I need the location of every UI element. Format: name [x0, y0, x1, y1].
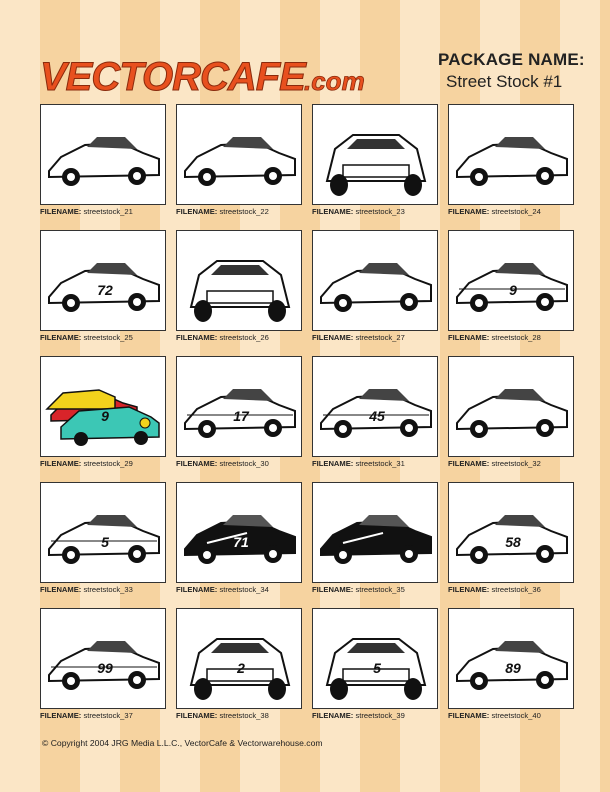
- filename-value: streetstock_23: [355, 207, 405, 216]
- car-number: 71: [233, 534, 249, 550]
- car-thumbnail[interactable]: [448, 104, 574, 205]
- race-car-illustration: [177, 483, 301, 582]
- thumbnail-cell: [40, 104, 166, 216]
- package-name-label: PACKAGE NAME:: [438, 50, 585, 69]
- car-thumbnail[interactable]: [312, 608, 438, 709]
- thumbnail-cell: [176, 230, 302, 342]
- car-thumbnail[interactable]: [176, 482, 302, 583]
- filename-caption: [176, 585, 302, 594]
- race-car-illustration: [41, 609, 165, 708]
- car-thumbnail[interactable]: [448, 230, 574, 331]
- filename-caption: [40, 333, 166, 342]
- car-thumbnail[interactable]: [176, 356, 302, 457]
- filename-value: streetstock_28: [491, 333, 541, 342]
- filename-value: streetstock_37: [83, 711, 133, 720]
- race-car-illustration: [41, 105, 165, 204]
- filename-caption: [176, 711, 302, 720]
- thumbnail-cell: [448, 482, 574, 594]
- thumbnail-cell: [40, 482, 166, 594]
- car-number: 45: [369, 408, 385, 424]
- filename-caption: [312, 585, 438, 594]
- race-car-illustration: [449, 231, 573, 330]
- filename-label: FILENAME:: [312, 333, 354, 342]
- filename-label: FILENAME:: [40, 585, 82, 594]
- thumbnail-cell: [448, 356, 574, 468]
- filename-label: FILENAME:: [176, 711, 218, 720]
- filename-caption: [176, 459, 302, 468]
- filename-value: streetstock_31: [355, 459, 405, 468]
- filename-value: streetstock_32: [491, 459, 541, 468]
- filename-value: streetstock_30: [219, 459, 269, 468]
- car-thumbnail[interactable]: [176, 608, 302, 709]
- car-number: 2: [237, 660, 245, 676]
- filename-value: streetstock_33: [83, 585, 133, 594]
- race-car-illustration: [177, 105, 301, 204]
- car-thumbnail[interactable]: [176, 230, 302, 331]
- svg-text:VECTORCAFE: VECTORCAFE: [40, 55, 305, 99]
- race-car-illustration: [313, 483, 437, 582]
- car-thumbnail[interactable]: [40, 608, 166, 709]
- car-number: 89: [505, 660, 521, 676]
- car-thumbnail[interactable]: [312, 356, 438, 457]
- filename-value: streetstock_35: [355, 585, 405, 594]
- car-thumbnail[interactable]: [448, 482, 574, 583]
- car-number: 99: [97, 660, 113, 676]
- svg-text:.com: .com: [304, 66, 365, 96]
- race-car-illustration: [177, 231, 301, 330]
- filename-label: FILENAME:: [312, 459, 354, 468]
- filename-value: streetstock_39: [355, 711, 405, 720]
- filename-label: FILENAME:: [448, 585, 490, 594]
- filename-value: streetstock_38: [219, 711, 269, 720]
- race-car-illustration: [449, 357, 573, 456]
- thumbnail-cell: [312, 482, 438, 594]
- thumbnail-cell: [312, 230, 438, 342]
- race-car-illustration: [41, 357, 165, 456]
- race-car-illustration: [449, 609, 573, 708]
- car-thumbnail[interactable]: [176, 104, 302, 205]
- filename-label: FILENAME:: [176, 459, 218, 468]
- filename-value: streetstock_21: [83, 207, 133, 216]
- race-car-illustration: [313, 609, 437, 708]
- filename-caption: [448, 459, 574, 468]
- car-number: 5: [373, 660, 381, 676]
- filename-label: FILENAME:: [448, 711, 490, 720]
- car-number: 72: [97, 282, 113, 298]
- filename-caption: [176, 333, 302, 342]
- filename-label: FILENAME:: [312, 585, 354, 594]
- filename-value: streetstock_24: [491, 207, 541, 216]
- filename-value: streetstock_29: [83, 459, 133, 468]
- race-car-illustration: [313, 357, 437, 456]
- filename-caption: [40, 711, 166, 720]
- car-number: 9: [101, 408, 109, 424]
- filename-value: streetstock_25: [83, 333, 133, 342]
- thumbnail-cell: [40, 356, 166, 468]
- filename-label: FILENAME:: [176, 333, 218, 342]
- filename-label: FILENAME:: [448, 207, 490, 216]
- filename-value: streetstock_36: [491, 585, 541, 594]
- filename-caption: [312, 333, 438, 342]
- filename-value: streetstock_22: [219, 207, 269, 216]
- race-car-illustration: [41, 231, 165, 330]
- vectorcafe-logo[interactable]: [36, 54, 416, 100]
- thumbnail-cell: [448, 608, 574, 720]
- filename-caption: [40, 207, 166, 216]
- race-car-illustration: [449, 105, 573, 204]
- filename-caption: [448, 585, 574, 594]
- filename-value: streetstock_34: [219, 585, 269, 594]
- car-number: 9: [509, 282, 517, 298]
- filename-value: streetstock_27: [355, 333, 405, 342]
- car-number: 58: [505, 534, 521, 550]
- race-car-illustration: [177, 609, 301, 708]
- car-thumbnail[interactable]: [312, 482, 438, 583]
- filename-caption: [40, 585, 166, 594]
- thumbnail-cell: [176, 356, 302, 468]
- filename-label: FILENAME:: [176, 585, 218, 594]
- filename-caption: [448, 333, 574, 342]
- package-name-value: Street Stock #1: [446, 72, 563, 91]
- thumbnail-cell: [176, 482, 302, 594]
- filename-label: FILENAME:: [312, 207, 354, 216]
- car-thumbnail[interactable]: [312, 230, 438, 331]
- copyright-text: © Copyright 2004 JRG Media L.L.C., VectorCafe & Vectorwarehouse.com: [42, 738, 323, 748]
- thumbnail-cell: [312, 356, 438, 468]
- filename-label: FILENAME:: [40, 333, 82, 342]
- filename-caption: [176, 207, 302, 216]
- thumbnail-cell: [176, 608, 302, 720]
- thumbnail-grid: [40, 104, 580, 724]
- thumbnail-cell: [448, 230, 574, 342]
- car-thumbnail[interactable]: [40, 482, 166, 583]
- filename-label: FILENAME:: [40, 207, 82, 216]
- filename-caption: [40, 459, 166, 468]
- filename-caption: [448, 711, 574, 720]
- car-thumbnail[interactable]: [40, 356, 166, 457]
- filename-caption: [312, 459, 438, 468]
- filename-label: FILENAME:: [312, 711, 354, 720]
- filename-value: streetstock_26: [219, 333, 269, 342]
- thumbnail-cell: [176, 104, 302, 216]
- thumbnail-cell: [40, 608, 166, 720]
- filename-caption: [448, 207, 574, 216]
- car-thumbnail[interactable]: [312, 104, 438, 205]
- filename-caption: [312, 711, 438, 720]
- filename-label: FILENAME:: [448, 333, 490, 342]
- filename-value: streetstock_40: [491, 711, 541, 720]
- filename-caption: [312, 207, 438, 216]
- thumbnail-cell: [448, 104, 574, 216]
- car-number: 17: [233, 408, 249, 424]
- filename-label: FILENAME:: [176, 207, 218, 216]
- car-thumbnail[interactable]: [40, 230, 166, 331]
- thumbnail-cell: [312, 608, 438, 720]
- filename-label: FILENAME:: [40, 459, 82, 468]
- car-thumbnail[interactable]: [448, 608, 574, 709]
- car-thumbnail[interactable]: [40, 104, 166, 205]
- car-thumbnail[interactable]: [448, 356, 574, 457]
- race-car-illustration: [41, 483, 165, 582]
- race-car-illustration: [449, 483, 573, 582]
- race-car-illustration: [177, 357, 301, 456]
- filename-label: FILENAME:: [40, 711, 82, 720]
- filename-label: FILENAME:: [448, 459, 490, 468]
- thumbnail-cell: [312, 104, 438, 216]
- race-car-illustration: [313, 231, 437, 330]
- car-number: 5: [101, 534, 109, 550]
- thumbnail-cell: [40, 230, 166, 342]
- race-car-illustration: [313, 105, 437, 204]
